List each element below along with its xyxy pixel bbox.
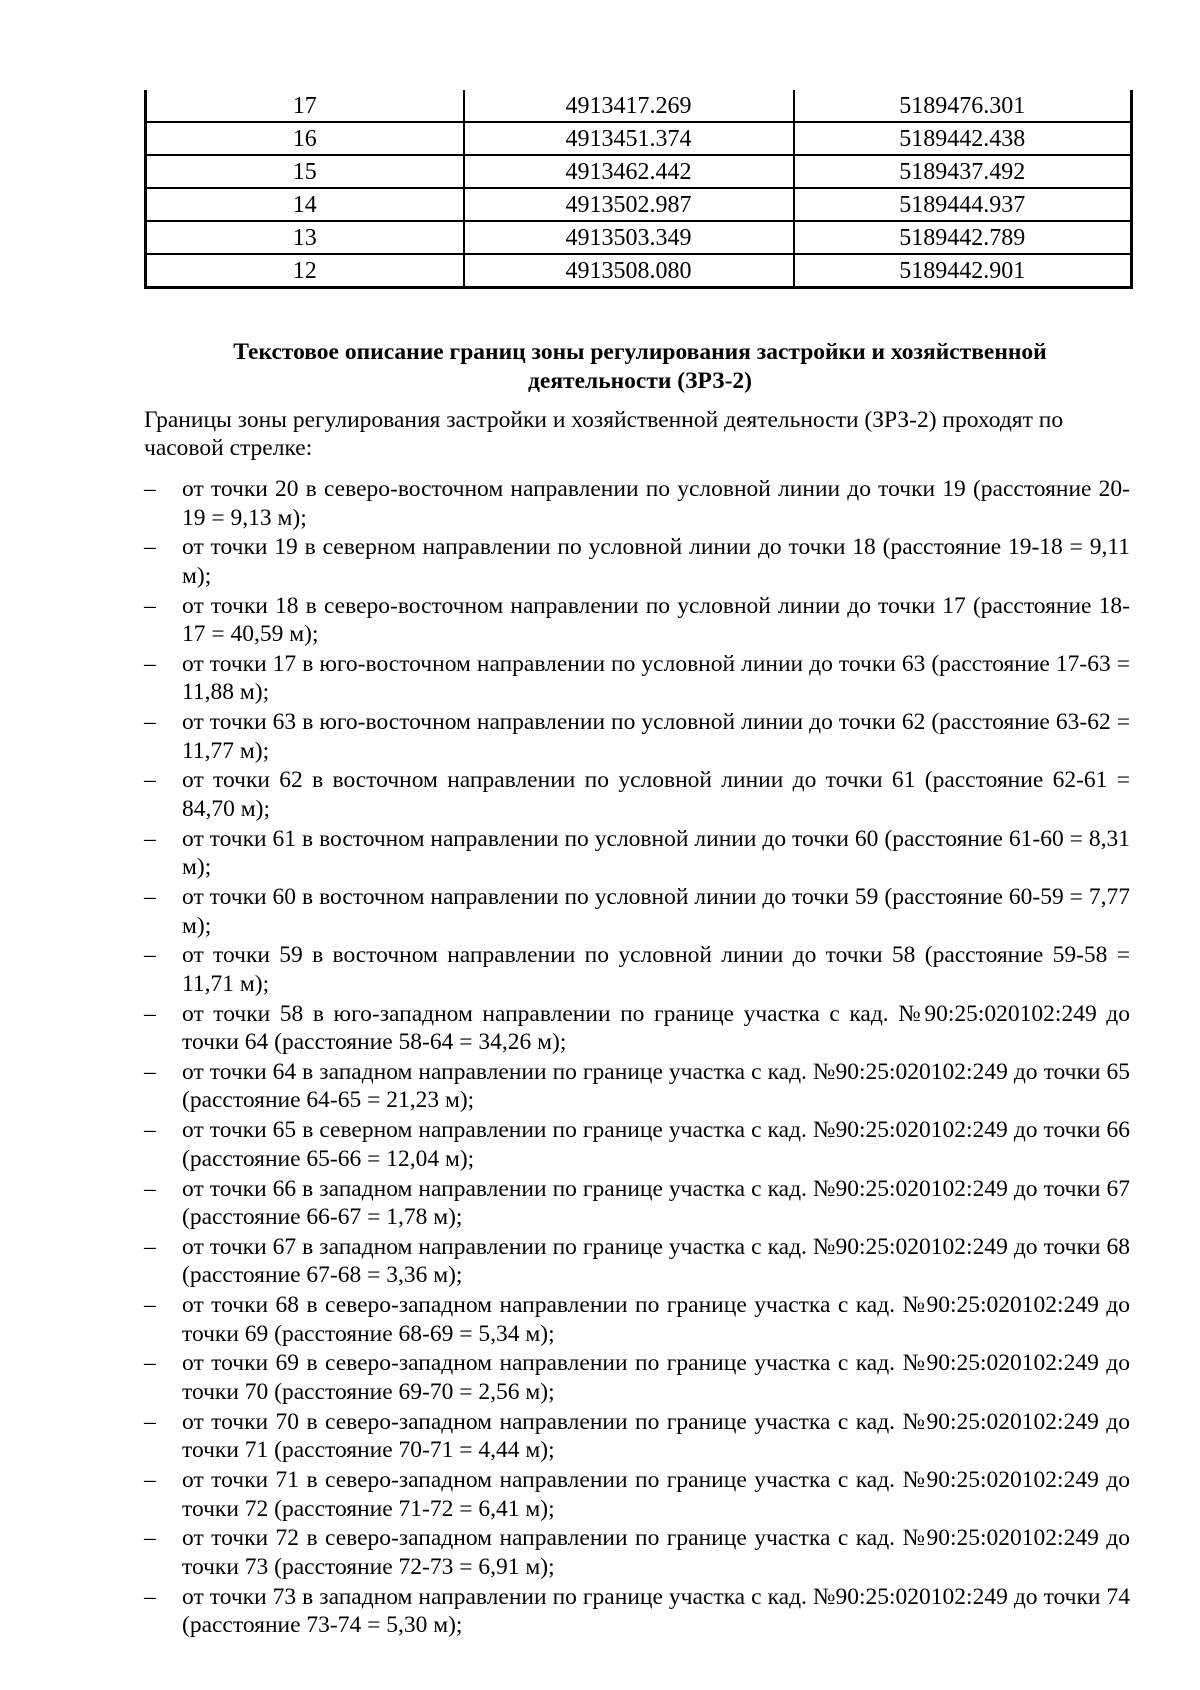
list-item (144, 1058, 1130, 1115)
list-item (144, 1583, 1130, 1640)
list-item-text: от точки 59 в восточном направлении по условной линии до точки 58 (расстояние 59-58 = 11,71 м); (182, 942, 1130, 997)
bullet-dash: – (144, 650, 156, 677)
y-coordinate-cell: 5189442.438 (794, 122, 1132, 155)
bullet-dash: – (144, 767, 156, 794)
list-item-text: от точки 65 в северном направлении по границе участка с кад. №90:25:020102:249 до точки 66 (расстояние 65-66 = 12,04 м); (182, 1117, 1130, 1172)
point-number-cell: 14 (146, 188, 464, 221)
list-item (144, 1233, 1130, 1290)
section-title-line-2: деятельности (ЗРЗ-2) (528, 368, 752, 394)
x-coordinate-cell: 4913503.349 (464, 221, 794, 254)
list-item-text: от точки 69 в северо-западном направлении по границе участка с кад. №90:25:020102:249 до точки 70 (расстояние 69-70 = 2,56 м); (182, 1350, 1130, 1405)
list-item-text: от точки 64 в западном направлении по границе участка с кад. №90:25:020102:249 до точки 65 (расстояние 64-65 = 21,23 м); (182, 1058, 1130, 1114)
point-number-cell: 13 (146, 221, 464, 254)
x-coordinate-cell: 4913502.987 (464, 188, 794, 221)
bullet-dash: – (144, 1292, 156, 1319)
coordinates-table-body (146, 90, 1132, 288)
list-item-text: от точки 20 в северо-восточном направлении по условной линии до точки 19 (расстояние 20-19 = 9,13 м); (182, 476, 1130, 531)
bullet-dash: – (144, 825, 156, 852)
bullet-dash: – (144, 884, 156, 911)
table-row (146, 254, 1132, 288)
list-item (144, 592, 1130, 649)
list-item-text: от точки 58 в юго-западном направлении по границе участка с кад. №90:25:020102:249 до точки 64 (расстояние 58-64 = 34,26 м); (182, 1000, 1130, 1056)
bullet-dash: – (144, 1408, 156, 1435)
y-coordinate-cell: 5189442.789 (794, 221, 1132, 254)
list-item-text: от точки 67 в западном направлении по границе участка с кад. №90:25:020102:249 до точки 68 (расстояние 67-68 = 3,36 м); (182, 1233, 1130, 1289)
bullet-dash: – (144, 534, 156, 561)
y-coordinate-cell: 5189476.301 (794, 90, 1132, 122)
y-coordinate-cell: 5189437.492 (794, 155, 1132, 188)
bullet-dash: – (144, 1000, 156, 1027)
bullet-dash: – (144, 709, 156, 736)
boundary-description-list (144, 475, 1130, 1641)
list-item-text: от точки 71 в северо-западном направлении по границе участка с кад. №90:25:020102:249 до точки 72 (расстояние 71-72 = 6,41 м); (182, 1467, 1130, 1522)
bullet-dash: – (144, 1058, 156, 1085)
bullet-dash: – (144, 1350, 156, 1377)
point-number-cell: 15 (146, 155, 464, 188)
bullet-dash: – (144, 1583, 156, 1610)
x-coordinate-cell: 4913451.374 (464, 122, 794, 155)
list-item (144, 1524, 1130, 1581)
bullet-dash: – (144, 1233, 156, 1260)
list-item-text: от точки 61 в восточном направлении по условной линии до точки 60 (расстояние 61-60 = 8,31 м); (182, 825, 1130, 881)
list-item (144, 475, 1130, 532)
x-coordinate-cell: 4913508.080 (464, 254, 794, 288)
table-row (146, 122, 1132, 155)
intro-paragraph: Границы зоны регулирования застройки и хозяйственной деятельности (ЗРЗ-2) проходят по часовой стрелке: (144, 407, 1064, 461)
section-title (150, 338, 1130, 396)
list-item (144, 941, 1130, 998)
point-number-cell: 12 (146, 254, 464, 288)
bullet-dash: – (144, 1467, 156, 1494)
list-item (144, 766, 1130, 823)
table-row (146, 221, 1132, 254)
list-item (144, 1000, 1130, 1057)
x-coordinate-cell: 4913462.442 (464, 155, 794, 188)
list-item-text: от точки 18 в северо-восточном направлении по условной линии до точки 17 (расстояние 18-17 = 40,59 м); (182, 592, 1130, 648)
bullet-dash: – (144, 476, 156, 502)
list-item-text: от точки 63 в юго-восточном направлении по условной линии до точки 62 (расстояние 63-62 = 11,77 м); (182, 709, 1130, 764)
list-item (144, 1349, 1130, 1406)
bullet-dash: – (144, 592, 156, 619)
section-title-line-1: Текстовое описание границ зоны регулирования застройки и хозяйственной (233, 339, 1047, 365)
list-item (144, 1466, 1130, 1523)
table-row (146, 90, 1132, 122)
table-row (146, 155, 1132, 188)
list-item (144, 708, 1130, 765)
point-number-cell: 16 (146, 122, 464, 155)
list-item-text: от точки 17 в юго-восточном направлении по условной линии до точки 63 (расстояние 17-63 = 11,88 м); (182, 650, 1130, 706)
list-item-text: от точки 19 в северном направлении по условной линии до точки 18 (расстояние 19-18 = 9,11 м); (182, 534, 1130, 589)
list-item (144, 1175, 1130, 1232)
y-coordinate-cell: 5189442.901 (794, 254, 1132, 288)
list-item (144, 1116, 1130, 1173)
list-item-text: от точки 72 в северо-западном направлении по границе участка с кад. №90:25:020102:249 до точки 73 (расстояние 72-73 = 6,91 м); (182, 1525, 1130, 1580)
point-number-cell: 17 (146, 90, 464, 122)
list-item (144, 650, 1130, 707)
bullet-dash: – (144, 1117, 156, 1144)
y-coordinate-cell: 5189444.937 (794, 188, 1132, 221)
list-item-text: от точки 68 в северо-западном направлении по границе участка с кад. №90:25:020102:249 до точки 69 (расстояние 68-69 = 5,34 м); (182, 1292, 1130, 1347)
list-item (144, 825, 1130, 882)
x-coordinate-cell: 4913417.269 (464, 90, 794, 122)
list-item (144, 1408, 1130, 1465)
list-item-text: от точки 73 в западном направлении по границе участка с кад. №90:25:020102:249 до точки 74 (расстояние 73-74 = 5,30 м); (182, 1583, 1130, 1639)
list-item-text: от точки 66 в западном направлении по границе участка с кад. №90:25:020102:249 до точки 67 (расстояние 66-67 = 1,78 м); (182, 1175, 1130, 1231)
list-item-text: от точки 62 в восточном направлении по условной линии до точки 61 (расстояние 62-61 = 84,70 м); (182, 767, 1130, 822)
list-item (144, 883, 1130, 940)
table-row (146, 188, 1132, 221)
bullet-dash: – (144, 1175, 156, 1202)
list-item (144, 1291, 1130, 1348)
bullet-dash: – (144, 942, 156, 969)
coordinates-table (144, 90, 1133, 289)
list-item-text: от точки 70 в северо-западном направлении по границе участка с кад. №90:25:020102:249 до точки 71 (расстояние 70-71 = 4,44 м); (182, 1408, 1130, 1464)
bullet-dash: – (144, 1525, 156, 1552)
list-item-text: от точки 60 в восточном направлении по условной линии до точки 59 (расстояние 60-59 = 7,77 м); (182, 884, 1130, 939)
list-item (144, 533, 1130, 590)
